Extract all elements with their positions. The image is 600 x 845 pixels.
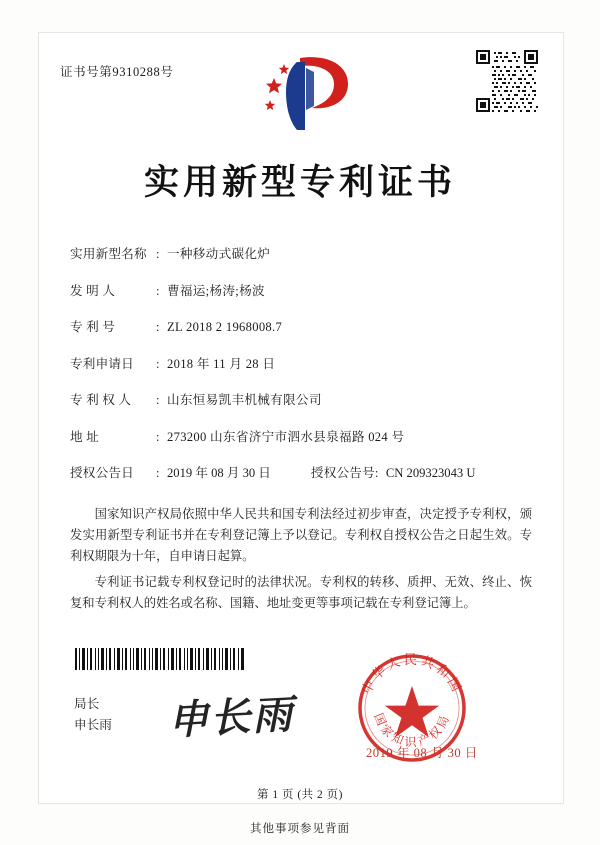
field-value: 2019 年 08 月 30 日 (167, 466, 271, 480)
field-colon: : (156, 429, 160, 444)
seal-date: 2019 年 08 月 30 日 (366, 746, 478, 760)
field-row-application-date (70, 353, 540, 372)
director-title-label: 局长 (74, 697, 100, 711)
legal-paragraph-1: 国家知识产权局依照中华人民共和国专利法经过初步审查，决定授予专利权，颁发实用新型专利证书并在专利登记簿上予以登记。专利权自授权公告之日起生效。专利权期限为十年，自申请日起算。 (70, 507, 532, 563)
field-colon: : (156, 247, 160, 261)
field-label: 专利申请日 (70, 356, 134, 371)
field-value: ZL 2018 2 1968008.7 (167, 320, 283, 334)
field-row-patent-number (70, 316, 540, 335)
field-label: 专 利 号 (70, 320, 116, 334)
back-side-note: 其他事项参见背面 (250, 823, 350, 835)
svg-text:国家知识产权局: 国家知识产权局 (371, 711, 453, 749)
field-label: 授权公告日 (70, 466, 134, 480)
handwritten-signature: 申长雨 (167, 690, 296, 745)
field-value: 曹福运;杨涛;杨波 (167, 283, 265, 298)
field-value: 一种移动式碳化炉 (167, 247, 271, 261)
field-colon: : (156, 356, 160, 371)
field-colon: : (156, 393, 160, 407)
cnipa-logo (248, 48, 352, 136)
field-value-secondary: CN 209323043 U (385, 466, 476, 480)
field-label: 发 明 人 (70, 283, 116, 298)
director-name-label: 申长雨 (74, 718, 112, 732)
signature-block (74, 694, 112, 736)
document-title: 实用新型专利证书 (143, 162, 456, 203)
certificate-number: 证书号第9310288号 (60, 65, 174, 79)
field-value: 2018 年 11 月 28 日 (167, 356, 276, 371)
legal-paragraph-2: 专利证书记载专利权登记时的法律状况。专利权的转移、质押、无效、终止、恢复和专利权人的姓名或名称、国籍、地址变更等事项记载在专利登记簿上。 (70, 575, 532, 610)
qr-code (476, 50, 538, 112)
field-label: 专 利 权 人 (70, 393, 132, 407)
field-list (70, 243, 540, 499)
field-colon-secondary: : (374, 466, 379, 480)
field-row-grant-announcement (70, 462, 540, 481)
field-label: 地 址 (70, 429, 99, 444)
field-colon: : (156, 320, 160, 334)
page-indicator: 第 1 页 (共 2 页) (256, 789, 344, 801)
field-value: 273200 山东省济宁市泗水县泉福路 024 号 (167, 429, 405, 444)
barcode (74, 648, 246, 670)
field-label: 实用新型名称 (70, 247, 147, 261)
legal-text (70, 504, 532, 619)
field-colon: : (156, 466, 160, 480)
field-row-utility-model-name (70, 243, 540, 262)
svg-text:中华人民共和国: 中华人民共和国 (359, 653, 465, 697)
field-label-secondary: 授权公告号 (310, 466, 375, 480)
field-colon: : (156, 283, 160, 298)
field-value: 山东恒易凯丰机械有限公司 (167, 393, 322, 407)
field-row-patentee (70, 389, 540, 408)
field-row-address (70, 426, 540, 445)
field-row-inventors (70, 280, 540, 299)
